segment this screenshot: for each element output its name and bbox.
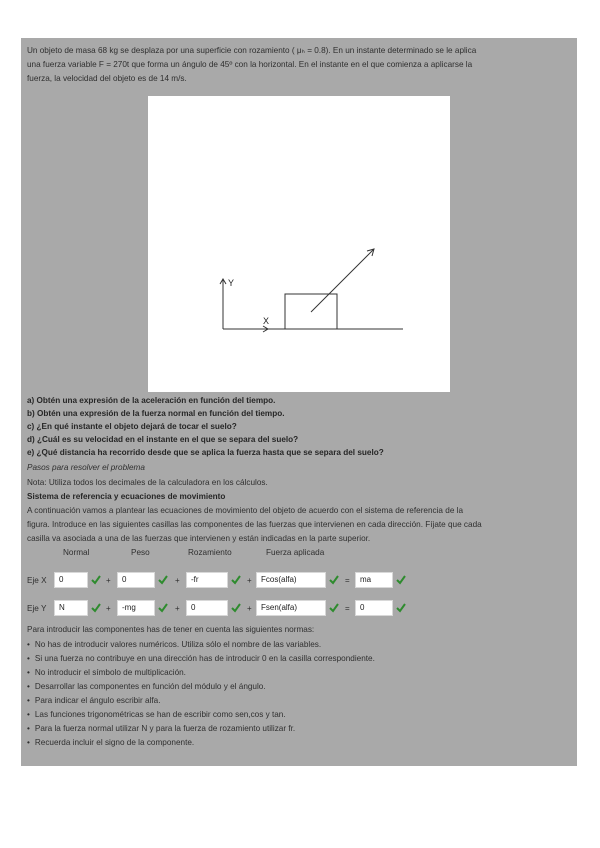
eje-x-peso-input[interactable]: 0: [117, 572, 155, 588]
list-item: • Recuerda incluir el signo de la componente.: [27, 736, 375, 750]
list-item: • Si una fuerza no contribuye en una dirección has de introducir 0 en la casilla correspondiente.: [27, 652, 375, 666]
section-text-3: casilla va asociada a una de las fuerzas que intervienen y están indicadas en la parte superior.: [27, 534, 371, 543]
eje-x-result-input[interactable]: ma: [355, 572, 393, 588]
check-icon: [158, 575, 168, 585]
eje-y-result-input[interactable]: 0: [355, 600, 393, 616]
y-axis-label: Y: [228, 278, 235, 288]
problem-panel: [21, 38, 577, 766]
section-text-2: figura. Introduce en las siguientes casillas las componentes de las fuerzas que intervienen en cada dirección. Fíjate que cada: [27, 520, 482, 529]
list-item: • Desarrollar las componentes en función del módulo y el ángulo.: [27, 680, 375, 694]
eje-y-label: Eje Y: [27, 604, 47, 613]
plus-sign: +: [175, 604, 180, 613]
eje-y-rozamiento-input[interactable]: 0: [186, 600, 228, 616]
plus-sign: +: [247, 604, 252, 613]
force-arrow: [311, 249, 374, 312]
list-item: • Las funciones trigonométricas se han de escribir como sen,cos y tan.: [27, 708, 375, 722]
rules-intro: Para introducir las componentes has de tener en cuenta las siguientes normas:: [27, 625, 315, 634]
list-item: • No has de introducir valores numéricos. Utiliza sólo el nombre de las variables.: [27, 638, 375, 652]
list-item: • Para indicar el ángulo escribir alfa.: [27, 694, 375, 708]
diagram-svg: [148, 96, 450, 392]
col-normal: Normal: [63, 548, 90, 557]
eje-x-label: Eje X: [27, 576, 47, 585]
plus-sign: +: [106, 604, 111, 613]
x-axis-label: X: [263, 316, 270, 326]
question-d: d) ¿Cuál es su velocidad en el instante en el que se separa del suelo?: [27, 435, 299, 444]
question-a: a) Obtén una expresión de la aceleración en función del tiempo.: [27, 396, 276, 405]
question-e: e) ¿Qué distancia ha recorrido desde que se aplica la fuerza hasta que se separa del suelo?: [27, 448, 384, 457]
force-diagram: [148, 96, 450, 392]
check-icon: [396, 603, 406, 613]
steps-link[interactable]: Pasos para resolver el problema: [27, 463, 145, 472]
check-icon: [329, 603, 339, 613]
check-icon: [329, 575, 339, 585]
equals-sign: =: [345, 604, 350, 613]
col-rozamiento: Rozamiento: [188, 548, 232, 557]
plus-sign: +: [175, 576, 180, 585]
note: Nota: Utiliza todos los decimales de la calculadora en los cálculos.: [27, 478, 268, 487]
equals-sign: =: [345, 576, 350, 585]
section-title: Sistema de referencia y ecuaciones de movimiento: [27, 492, 226, 501]
list-item: • No introducir el símbolo de multiplicación.: [27, 666, 375, 680]
eje-y-normal-input[interactable]: N: [54, 600, 88, 616]
intro-line-2: una fuerza variable F = 270t que forma un ángulo de 45º con la horizontal. En el instante en el que comienza a aplicarse la: [27, 60, 473, 69]
eje-x-normal-input[interactable]: 0: [54, 572, 88, 588]
question-c: c) ¿En qué instante el objeto dejará de tocar el suelo?: [27, 422, 237, 431]
intro-line-1: Un objeto de masa 68 kg se desplaza por una superficie con rozamiento ( μₕ = 0.8). En un instante determinado se le aplica: [27, 46, 477, 55]
plus-sign: +: [106, 576, 111, 585]
check-icon: [158, 603, 168, 613]
check-icon: [91, 575, 101, 585]
rules-list: [27, 638, 375, 750]
eje-y-fuerza-input[interactable]: Fsen(alfa): [256, 600, 326, 616]
check-icon: [91, 603, 101, 613]
check-icon: [231, 603, 241, 613]
col-fuerza-aplicada: Fuerza aplicada: [266, 548, 325, 557]
col-peso: Peso: [131, 548, 150, 557]
eje-y-peso-input[interactable]: -mg: [117, 600, 155, 616]
intro-line-3: fuerza, la velocidad del objeto es de 14 m/s.: [27, 74, 187, 83]
list-item: • Para la fuerza normal utilizar N y para la fuerza de rozamiento utilizar fr.: [27, 722, 375, 736]
plus-sign: +: [247, 576, 252, 585]
check-icon: [231, 575, 241, 585]
eje-x-rozamiento-input[interactable]: -fr: [186, 572, 228, 588]
eje-x-fuerza-input[interactable]: Fcos(alfa): [256, 572, 326, 588]
check-icon: [396, 575, 406, 585]
question-b: b) Obtén una expresión de la fuerza normal en función del tiempo.: [27, 409, 285, 418]
section-text-1: A continuación vamos a plantear las ecuaciones de movimiento del objeto de acuerdo con el sistema de referencia de la: [27, 506, 464, 515]
